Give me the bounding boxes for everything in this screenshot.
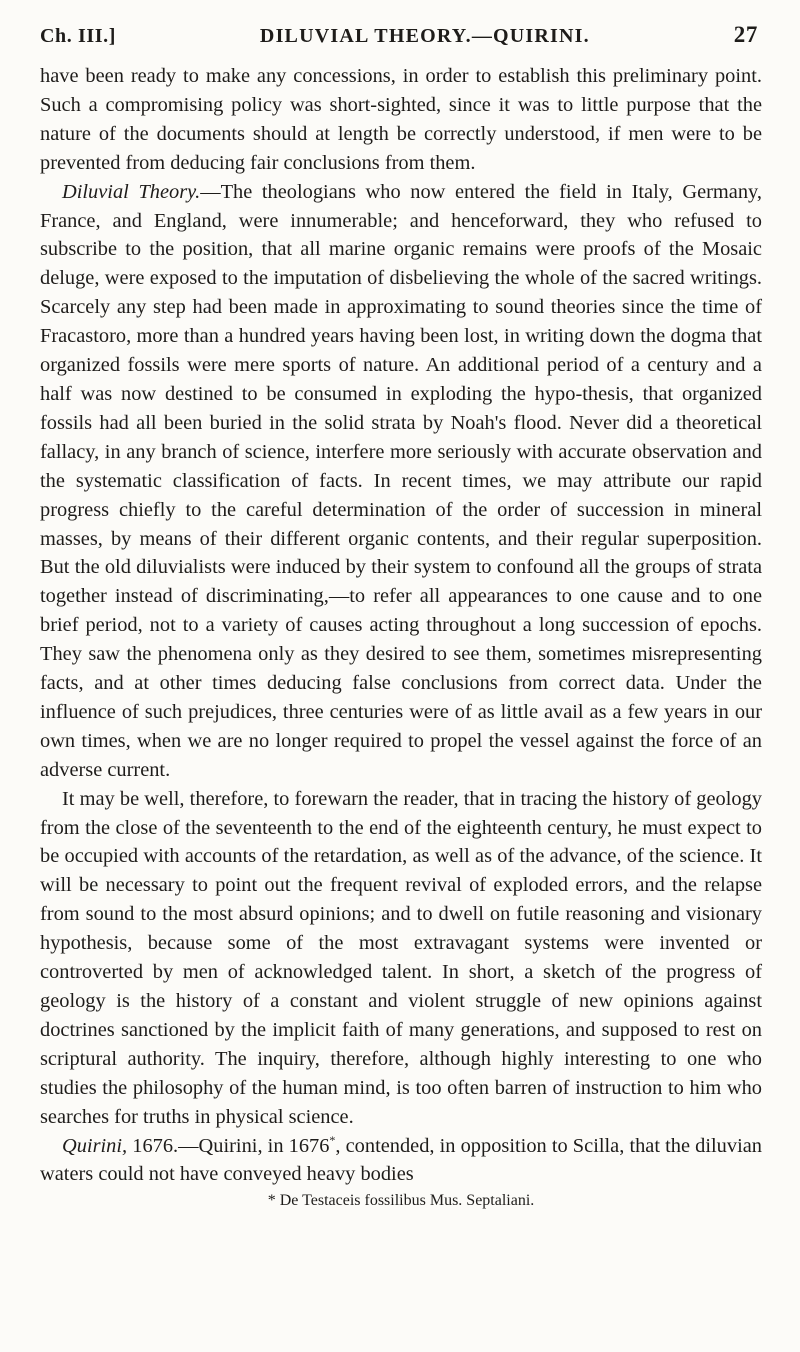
paragraph — [40, 62, 762, 178]
footnote-marker: * — [329, 1132, 336, 1147]
paragraph-text: have been ready to make any concessions, in order to establish this preliminary point. Such a compromising policy was short-sighted, since it was to little purpose that the nature of the documents should at length be correctly understood, if men were to be prevented from deducing fair conclusions from them. — [40, 65, 762, 174]
paragraph-text: 1676.—Quirini, in 1676 — [127, 1134, 330, 1157]
body-text — [40, 62, 762, 1189]
book-page — [40, 22, 762, 1211]
section-heading-quirini: Quirini, — [62, 1134, 128, 1157]
paragraph — [40, 1132, 762, 1190]
footnote: * De Testaceis fossilibus Mus. Septaliani. — [267, 1192, 535, 1210]
section-heading-diluvial-theory: Diluvial Theory. — [62, 180, 201, 203]
running-title: DILUVIAL THEORY.—QUIRINI. — [259, 25, 590, 47]
page-number: 27 — [733, 22, 758, 47]
paragraph — [40, 178, 762, 785]
paragraph-text: , contended, in opposition to Scilla, that the diluvian waters could not have conveyed heavy bodies — [40, 1134, 762, 1186]
running-head — [40, 22, 762, 62]
paragraph-text: —The theologians who now entered the field in Italy, Germany, France, and England, were innumerable; and henceforward, they who refused to subscribe to the position, that all marine organic remains were proofs of the Mosaic deluge, were exposed to the imputation of disbelieving the whole of the sacred writings. Scarcely any step had been made in approximating to sound theories since the time of Fracastoro, more than a hundred years having been lost, in writing down the dogma that organized fossils were mere sports of nature. An additional period of a century and a half was now destined to be consumed in exploding the hypo-thesis, that organized fossils had all been buried in the solid strata by Noah's flood. Never did a theoretical fallacy, in any branch of science, interfere more seriously with accurate observation and the systematic classification of facts. In recent times, we may attribute our rapid progress chiefly to the careful determination of the order of succession in mineral masses, by means of their different organic contents, and their regular superposition. But the old diluvialists were induced by their system to confound all the groups of strata together instead of discriminating,—to refer all appearances to one cause and to one brief period, not to a variety of causes acting throughout a long succession of epochs. They saw the phenomena only as they desired to see them, sometimes misrepresenting facts, and at other times deducing false conclusions from correct data. Under the influence of such prejudices, three centuries were of as little avail as a few years in our own times, when we are no longer required to propel the vessel against the force of an adverse current. — [40, 180, 762, 781]
paragraph — [40, 785, 762, 1132]
chapter-label: Ch. III.] — [40, 25, 116, 47]
paragraph-text: It may be well, therefore, to forewarn the reader, that in tracing the history of geology from the close of the seventeenth to the end of the eighteenth century, he must expect to be occupied with accounts of the retardation, as well as of the advance, of the science. It will be necessary to point out the frequent revival of exploded errors, and the relapse from sound to the most absurd opinions; and to dwell on futile reasoning and visionary hypothesis, because some of the most extravagant systems were invented or controverted by men of acknowledged talent. In short, a sketch of the progress of geology is the history of a constant and violent struggle of new opinions against doctrines sanctioned by the implicit faith of many generations, and supposed to rest on scriptural authority. The inquiry, therefore, although highly interesting to one who studies the philosophy of the human mind, is too often barren of instruction to him who searches for truths in physical science. — [40, 787, 762, 1128]
